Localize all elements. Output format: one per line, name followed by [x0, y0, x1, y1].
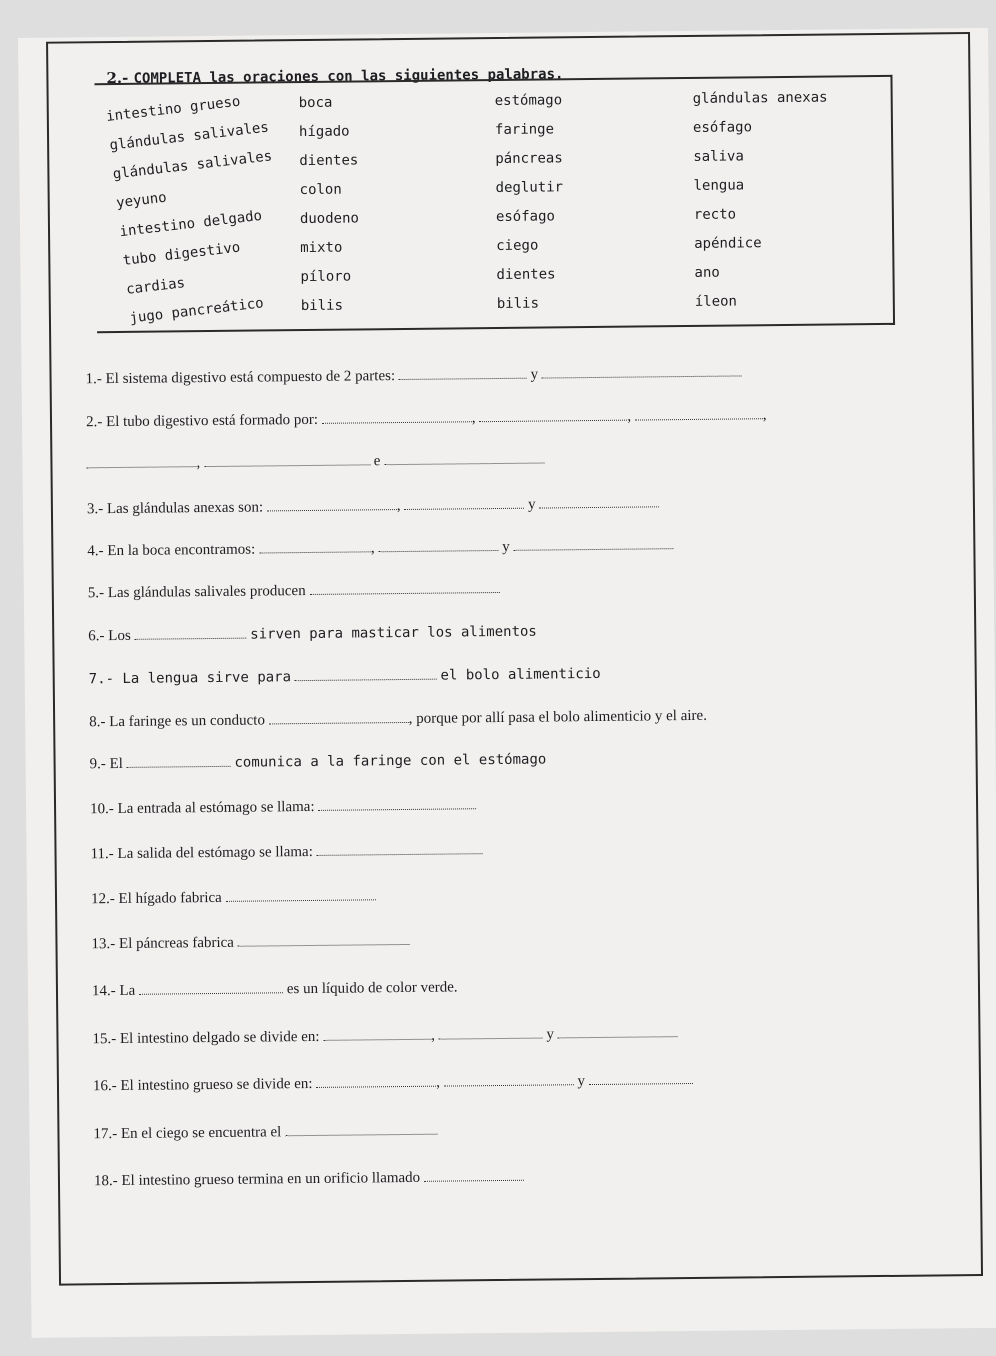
word-bank-item: bilis [496, 295, 540, 313]
answer-blank[interactable] [322, 409, 472, 424]
question-3-text: 3.- Las glándulas anexas son: [86, 499, 264, 518]
word-bank-item: esófago [495, 208, 555, 226]
question-7-text: 7.- La lengua sirve para [88, 669, 292, 688]
section-instruction: COMPLETA las oraciones con las siguientes palabras. [133, 66, 564, 87]
question-16-text: 16.- El intestino grueso se divide en: [92, 1075, 313, 1095]
word-bank-item: intestino delgado [118, 207, 263, 241]
question-12-text: 12.- El hígado fabrica [90, 889, 222, 908]
word-bank-item: cardias [125, 275, 186, 298]
conjunction: y [502, 538, 510, 555]
question-14-text: 14.- La [91, 982, 136, 1000]
word-bank-item: dientes [496, 266, 556, 284]
word-bank-column-2 [299, 88, 360, 321]
question-15-text: 15.- El intestino delgado se divide en: [92, 1028, 320, 1048]
answer-blank[interactable] [439, 1026, 543, 1040]
word-bank-item: glándulas salivales [108, 119, 270, 154]
word-bank-item: bilis [300, 297, 344, 315]
question-8-tail: , porque por allí pasa el bolo alimenticio y el aire. [408, 707, 708, 727]
question-18-text: 18.- El intestino grueso termina en un orificio llamado [93, 1169, 421, 1190]
question-17-text: 17.- En el ciego se encuentra el [93, 1124, 282, 1143]
word-bank-box [94, 75, 895, 333]
answer-blank[interactable] [542, 363, 742, 378]
answer-blank[interactable] [539, 494, 659, 508]
answer-blank[interactable] [404, 496, 524, 510]
word-bank-item: mixto [300, 239, 343, 257]
answer-blank[interactable] [378, 538, 498, 552]
word-bank-item: duodeno [299, 210, 360, 228]
word-bank-item: esófago [692, 119, 753, 136]
answer-blank[interactable] [424, 1168, 524, 1182]
question-5-text: 5.- Las glándulas salivales producen [87, 583, 306, 602]
answer-blank[interactable] [139, 980, 283, 995]
word-bank-item: lengua [693, 177, 745, 194]
answer-blank[interactable] [259, 539, 371, 553]
worksheet-page [18, 28, 996, 1338]
answer-blank[interactable] [309, 580, 499, 595]
answer-blank[interactable] [558, 1024, 678, 1038]
question-13 [91, 932, 409, 953]
question-8-text: 8.- La faringe es un conducto [89, 712, 266, 731]
question-17 [93, 1122, 437, 1144]
question-9-text: 9.- El [89, 755, 124, 773]
answer-blank[interactable] [238, 932, 410, 947]
question-12 [91, 887, 376, 908]
comma: , [196, 455, 201, 472]
question-6-text: 6.- Los [88, 627, 131, 645]
question-7-tail: el bolo alimenticio [440, 665, 601, 684]
answer-blank[interactable] [384, 451, 544, 466]
word-bank-item: deglutir [495, 179, 564, 197]
question-2-text: 2.- El tubo digestivo está formado por: [85, 411, 319, 431]
word-bank-item: glándulas anexas [692, 89, 828, 107]
answer-blank[interactable] [323, 1027, 431, 1041]
word-bank-item: recto [693, 206, 737, 223]
word-bank-item: páncreas [495, 150, 563, 168]
answer-blank[interactable] [399, 366, 527, 380]
answer-blank[interactable] [86, 454, 196, 468]
word-bank-item: yeyuno [115, 189, 168, 212]
word-bank-item: jugo pancreático [128, 295, 265, 327]
answer-blank[interactable] [225, 887, 375, 902]
question-4-text: 4.- En la boca encontramos: [87, 541, 256, 560]
comma: , [436, 1074, 441, 1091]
answer-blank[interactable] [316, 841, 482, 856]
answer-blank[interactable] [127, 754, 231, 768]
word-bank-item: tubo digestivo [122, 239, 242, 269]
question-1-text: 1.- El sistema digestivo está compuesto de 2 partes: [85, 368, 396, 388]
answer-blank[interactable] [635, 406, 763, 420]
comma: , [471, 410, 476, 427]
question-13-text: 13.- El páncreas fabrica [91, 934, 234, 953]
comma: , [370, 540, 375, 557]
word-bank-item: colon [299, 181, 342, 199]
word-bank-item: boca [298, 94, 333, 112]
word-bank-item: faringe [494, 121, 555, 139]
word-bank-item: saliva [693, 148, 744, 165]
conjunction: e [373, 453, 381, 470]
word-bank-item: íleon [694, 293, 738, 310]
comma: , [396, 498, 401, 515]
question-14 [92, 978, 458, 1000]
word-bank-item: dientes [299, 152, 359, 170]
answer-blank[interactable] [479, 408, 627, 423]
answer-blank[interactable] [316, 1074, 436, 1088]
answer-blank[interactable] [589, 1071, 693, 1085]
word-bank-column-4 [693, 84, 830, 317]
answer-blank[interactable] [285, 1122, 437, 1137]
word-bank-column-3 [495, 86, 565, 319]
comma: , [762, 407, 767, 424]
conjunction: y [546, 1026, 555, 1043]
answer-blank[interactable] [444, 1072, 574, 1086]
word-bank-item: hígado [298, 123, 350, 141]
word-bank-item: ano [694, 264, 720, 281]
word-bank-item: glándulas salivales [112, 148, 273, 183]
word-bank-item: intestino grueso [105, 93, 242, 125]
word-bank-column-1 [105, 85, 291, 334]
answer-blank[interactable] [204, 452, 370, 467]
question-11-text: 11.- La salida del estómago se llama: [90, 843, 313, 863]
comma: , [627, 408, 632, 425]
word-bank-item: estómago [494, 92, 563, 110]
answer-blank[interactable] [267, 497, 397, 511]
answer-blank[interactable] [134, 626, 246, 640]
conjunction: y [577, 1073, 586, 1090]
question-10-text: 10.- La entrada al estómago se llama: [89, 798, 315, 818]
answer-blank[interactable] [295, 667, 437, 681]
word-bank-item: ciego [496, 237, 539, 255]
answer-blank[interactable] [318, 796, 476, 811]
answer-blank[interactable] [513, 536, 673, 551]
answer-blank[interactable] [269, 710, 409, 724]
word-bank-item: apéndice [694, 235, 762, 252]
question-6-tail: sirven para masticar los alimentos [250, 623, 537, 643]
conjunction: y [528, 496, 536, 513]
question-9-tail: comunica a la faringe con el estómago [234, 751, 547, 771]
question-14-tail: es un líquido de color verde. [286, 979, 458, 998]
comma: , [431, 1027, 436, 1044]
word-bank-item: píloro [300, 268, 352, 286]
conjunction: y [530, 366, 539, 383]
section-number: 2.- [106, 68, 134, 88]
